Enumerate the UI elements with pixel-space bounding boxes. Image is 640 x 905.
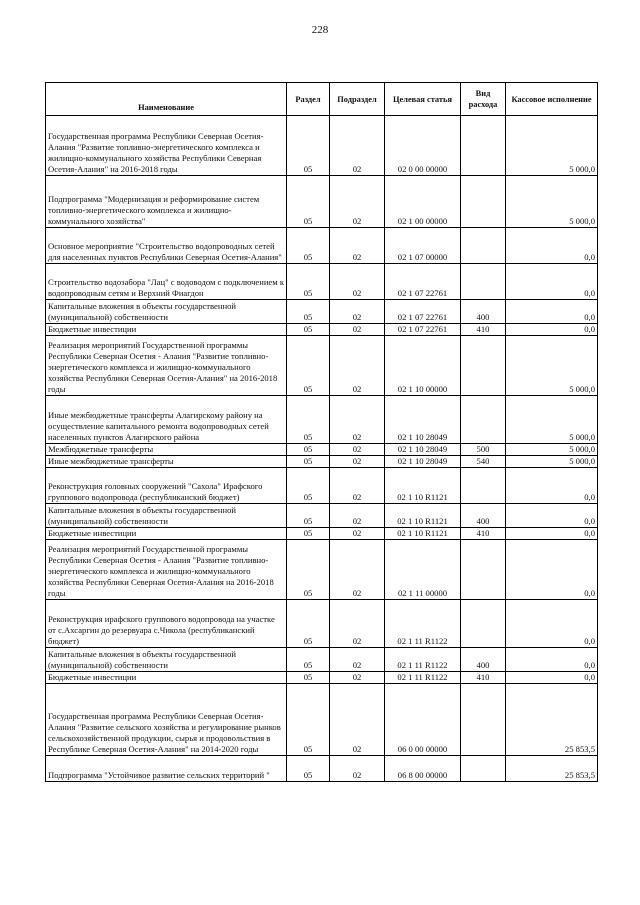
- table-row: [46, 228, 598, 264]
- cell-cash-execution: 0,0: [506, 504, 598, 528]
- cell-expense-type: 400: [461, 648, 506, 672]
- budget-table: [45, 82, 598, 782]
- cell-expense-type: 410: [461, 528, 506, 540]
- cell-name: Подпрограмма "Модернизация и реформирование систем топливно-энергетического комплекса и жилищно-коммунального хозяйства": [46, 176, 287, 228]
- table-row: [46, 528, 598, 540]
- cell-razdel: 05: [287, 540, 330, 600]
- cell-name: Реализация мероприятий Государственной программы Республики Северная Осетия - Алания "Развитие топливно-энергетического комплекса и жилищно-коммунального хозяйства Республики Северная Осетия-Алания" на 2016-2018 годы: [46, 336, 287, 396]
- header-name: Наименование: [46, 83, 287, 116]
- cell-razdel: 05: [287, 300, 330, 324]
- cell-target-article: 02 1 11 R1122: [385, 672, 461, 684]
- cell-target-article: 02 1 11 R1122: [385, 600, 461, 648]
- cell-podrazdel: 02: [330, 228, 385, 264]
- cell-expense-type: [461, 684, 506, 756]
- cell-name: Основное мероприятие "Строительство водопроводных сетей для населенных пунктов Республики Северная Осетия-Алания": [46, 228, 287, 264]
- cell-name: Бюджетные инвестиции: [46, 528, 287, 540]
- cell-expense-type: 400: [461, 300, 506, 324]
- cell-expense-type: 410: [461, 324, 506, 336]
- cell-cash-execution: 5 000,0: [506, 176, 598, 228]
- cell-cash-execution: 0,0: [506, 672, 598, 684]
- table-row: [46, 684, 598, 756]
- cell-expense-type: [461, 468, 506, 504]
- cell-name: Межбюджетные трансферты: [46, 444, 287, 456]
- cell-expense-type: [461, 176, 506, 228]
- table-row: [46, 396, 598, 444]
- cell-expense-type: [461, 336, 506, 396]
- cell-cash-execution: 5 000,0: [506, 336, 598, 396]
- cell-cash-execution: 0,0: [506, 540, 598, 600]
- cell-expense-type: [461, 540, 506, 600]
- table-row: [46, 504, 598, 528]
- cell-target-article: 02 1 07 00000: [385, 228, 461, 264]
- cell-cash-execution: 0,0: [506, 228, 598, 264]
- cell-podrazdel: 02: [330, 672, 385, 684]
- table-row: [46, 456, 598, 468]
- header-target-article: Целевая статья: [385, 83, 461, 116]
- table-header-row: [46, 83, 598, 116]
- table-row: [46, 300, 598, 324]
- cell-name: Государственная программа Республики Северная Осетия-Алания "Развитие топливно-энергетического комплекса и жилищно-коммунального хозяйства Республики Северная Осетия-Алания" на 2016-2018 годы: [46, 116, 287, 176]
- cell-target-article: 02 1 10 28049: [385, 444, 461, 456]
- cell-podrazdel: 02: [330, 756, 385, 782]
- cell-cash-execution: 0,0: [506, 300, 598, 324]
- cell-podrazdel: 02: [330, 324, 385, 336]
- table-row: [46, 540, 598, 600]
- page-number: 228: [311, 24, 329, 36]
- cell-target-article: 02 1 10 28049: [385, 396, 461, 444]
- cell-name: Подпрограмма "Устойчивое развитие сельских территорий ": [46, 756, 287, 782]
- cell-cash-execution: 5 000,0: [506, 444, 598, 456]
- cell-cash-execution: 5 000,0: [506, 456, 598, 468]
- cell-cash-execution: 5 000,0: [506, 116, 598, 176]
- cell-target-article: 02 1 10 28049: [385, 456, 461, 468]
- cell-name: Реализация мероприятий Государственной программы Республики Северная Осетия - Алания "Развитие топливно-энергетического комплекса и жилищно-коммунального хозяйства Республики Северная Осетия-Алания на 2016-2018 годы: [46, 540, 287, 600]
- cell-target-article: 02 1 11 00000: [385, 540, 461, 600]
- cell-razdel: 05: [287, 176, 330, 228]
- table-row: [46, 176, 598, 228]
- cell-podrazdel: 02: [330, 456, 385, 468]
- cell-razdel: 05: [287, 336, 330, 396]
- cell-razdel: 05: [287, 600, 330, 648]
- table-row: [46, 756, 598, 782]
- table-row: [46, 336, 598, 396]
- table-row: [46, 648, 598, 672]
- cell-podrazdel: 02: [330, 648, 385, 672]
- cell-expense-type: [461, 600, 506, 648]
- header-expense-type: Вид расхода: [461, 83, 506, 116]
- table-row: [46, 264, 598, 300]
- cell-podrazdel: 02: [330, 336, 385, 396]
- cell-target-article: 02 1 10 R1121: [385, 528, 461, 540]
- cell-target-article: 06 0 00 00000: [385, 684, 461, 756]
- cell-podrazdel: 02: [330, 528, 385, 540]
- cell-target-article: 06 8 00 00000: [385, 756, 461, 782]
- header-razdel: Раздел: [287, 83, 330, 116]
- cell-razdel: 05: [287, 456, 330, 468]
- cell-podrazdel: 02: [330, 396, 385, 444]
- cell-target-article: 02 1 10 R1121: [385, 504, 461, 528]
- cell-expense-type: [461, 116, 506, 176]
- cell-razdel: 05: [287, 504, 330, 528]
- cell-podrazdel: 02: [330, 600, 385, 648]
- cell-expense-type: [461, 756, 506, 782]
- cell-razdel: 05: [287, 228, 330, 264]
- cell-razdel: 05: [287, 528, 330, 540]
- cell-cash-execution: 25 853,5: [506, 684, 598, 756]
- header-cash-execution: Кассовое исполнение: [506, 83, 598, 116]
- cell-expense-type: 400: [461, 504, 506, 528]
- cell-expense-type: 410: [461, 672, 506, 684]
- cell-target-article: 02 1 07 22761: [385, 300, 461, 324]
- cell-target-article: 02 1 10 00000: [385, 336, 461, 396]
- cell-cash-execution: 5 000,0: [506, 396, 598, 444]
- cell-razdel: 05: [287, 324, 330, 336]
- cell-name: Иные межбюджетные трансферты Алагирскому району на осуществление капитального ремонта водопроводных сетей населенных пунктов Алагирского района: [46, 396, 287, 444]
- cell-name: Реконструкция головных сооружений "Сахола" Ирафского группового водопровода (республиканский бюджет): [46, 468, 287, 504]
- cell-razdel: 05: [287, 684, 330, 756]
- cell-target-article: 02 1 07 22761: [385, 324, 461, 336]
- cell-razdel: 05: [287, 648, 330, 672]
- cell-podrazdel: 02: [330, 444, 385, 456]
- table-row: [46, 468, 598, 504]
- cell-expense-type: [461, 396, 506, 444]
- cell-name: Капитальные вложения в объекты государственной (муниципальной) собственности: [46, 504, 287, 528]
- cell-name: Бюджетные инвестиции: [46, 672, 287, 684]
- cell-name: Иные межбюджетные трансферты: [46, 456, 287, 468]
- cell-target-article: 02 1 11 R1122: [385, 648, 461, 672]
- cell-razdel: 05: [287, 756, 330, 782]
- cell-expense-type: 540: [461, 456, 506, 468]
- cell-target-article: 02 0 00 00000: [385, 116, 461, 176]
- cell-name: Бюджетные инвестиции: [46, 324, 287, 336]
- cell-cash-execution: 0,0: [506, 600, 598, 648]
- cell-cash-execution: 25 853,5: [506, 756, 598, 782]
- cell-cash-execution: 0,0: [506, 264, 598, 300]
- cell-podrazdel: 02: [330, 300, 385, 324]
- cell-podrazdel: 02: [330, 264, 385, 300]
- cell-name: Строительство водозабора "Лац" с водоводом с подключением к водопроводным сетям и Верхний Фиагдон: [46, 264, 287, 300]
- table-row: [46, 324, 598, 336]
- table-row: [46, 444, 598, 456]
- cell-razdel: 05: [287, 116, 330, 176]
- cell-razdel: 05: [287, 672, 330, 684]
- cell-target-article: 02 1 00 00000: [385, 176, 461, 228]
- cell-target-article: 02 1 10 R1121: [385, 468, 461, 504]
- cell-podrazdel: 02: [330, 176, 385, 228]
- cell-podrazdel: 02: [330, 504, 385, 528]
- cell-expense-type: 500: [461, 444, 506, 456]
- cell-razdel: 05: [287, 396, 330, 444]
- cell-expense-type: [461, 264, 506, 300]
- cell-cash-execution: 0,0: [506, 528, 598, 540]
- cell-razdel: 05: [287, 264, 330, 300]
- table-row: [46, 672, 598, 684]
- table-row: [46, 116, 598, 176]
- cell-name: Капитальные вложения в объекты государственной (муниципальной) собственности: [46, 300, 287, 324]
- cell-cash-execution: 0,0: [506, 648, 598, 672]
- cell-podrazdel: 02: [330, 684, 385, 756]
- cell-razdel: 05: [287, 444, 330, 456]
- cell-razdel: 05: [287, 468, 330, 504]
- cell-cash-execution: 0,0: [506, 468, 598, 504]
- header-podrazdel: Подраздел: [330, 83, 385, 116]
- cell-expense-type: [461, 228, 506, 264]
- cell-podrazdel: 02: [330, 116, 385, 176]
- cell-cash-execution: 0,0: [506, 324, 598, 336]
- cell-podrazdel: 02: [330, 468, 385, 504]
- cell-target-article: 02 1 07 22761: [385, 264, 461, 300]
- cell-name: Государственная программа Республики Северная Осетия-Алания "Развитие сельского хозяйства и регулирование рынков сельскохозяйственной продукции, сырья и продовольствия в Республике Северная Осетия-Алания" на 2014-2020 годы: [46, 684, 287, 756]
- table-row: [46, 600, 598, 648]
- cell-podrazdel: 02: [330, 540, 385, 600]
- cell-name: Капитальные вложения в объекты государственной (муниципальной) собственности: [46, 648, 287, 672]
- cell-name: Реконструкция ирафского группового водопровода на участке от с.Ахсаргин до резервуара с.Чикола (республиканский бюджет): [46, 600, 287, 648]
